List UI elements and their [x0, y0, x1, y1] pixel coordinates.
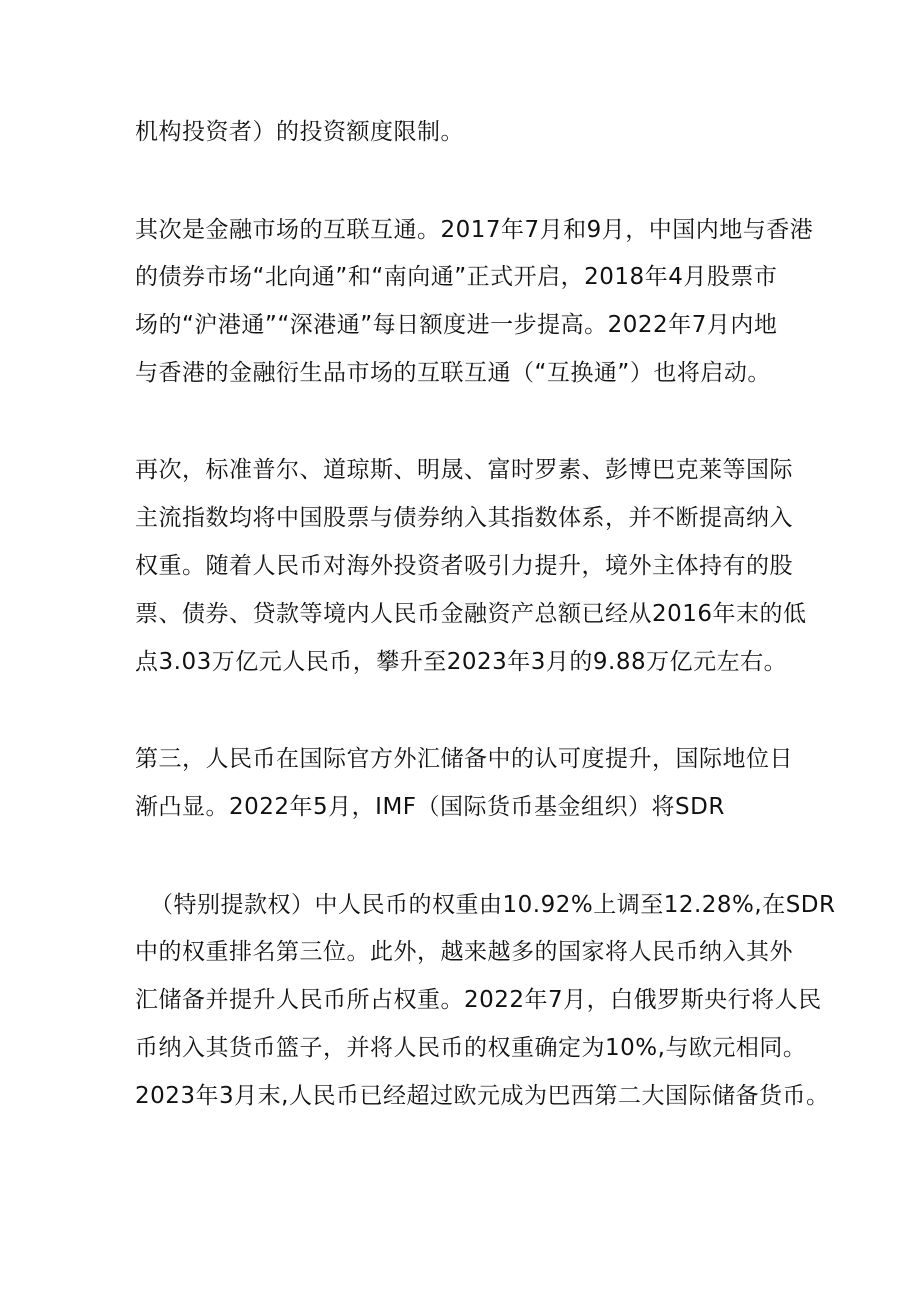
paragraph-line: 权重。随着人民币对海外投资者吸引力提升，境外主体持有的股 [135, 553, 793, 579]
paragraph-line: 再次，标准普尔、道琼斯、明晟、富时罗素、彭博巴克莱等国际 [135, 457, 793, 483]
paragraph-line: 2023年3月末,人民币已经超过欧元成为巴西第二大国际储备货币。 [135, 1083, 830, 1109]
paragraph-line: 汇储备并提升人民币所占权重。2022年7月，白俄罗斯央行将人民 [135, 987, 822, 1013]
paragraph-line: 点3.03万亿元人民币，攀升至2023年3月的9.88万亿元左右。 [135, 649, 788, 675]
paragraph-line: 与香港的金融衍生品市场的互联互通（“互换通”）也将启动。 [135, 360, 771, 386]
paragraph-line: 的债券市场“北向通”和“南向通”正式开启，2018年4月股票市 [135, 264, 778, 290]
paragraph-line: 中的权重排名第三位。此外，越来越多的国家将人民币纳入其外 [135, 939, 793, 965]
paragraph-line: 主流指数均将中国股票与债券纳入其指数体系，并不断提高纳入 [135, 505, 793, 531]
paragraph-line: 渐凸显。2022年5月，IMF（国际货币基金组织）将SDR [135, 794, 725, 820]
paragraph-line: 场的“沪港通”“深港通”每日额度进一步提高。2022年7月内地 [135, 312, 778, 338]
paragraph-line: 币纳入其货币篮子，并将人民币的权重确定为10%,与欧元相同。 [135, 1035, 807, 1061]
paragraph-line: 其次是金融市场的互联互通。2017年7月和9月，中国内地与香港 [135, 217, 814, 243]
paragraph-line: 第三，人民币在国际官方外汇储备中的认可度提升，国际地位日 [135, 746, 793, 772]
paragraph-line: 机构投资者）的投资额度限制。 [135, 119, 464, 145]
paragraph-line: （特别提款权）中人民币的权重由10.92%上调至12.28%,在SDR [150, 892, 836, 918]
paragraph-line: 票、债券、贷款等境内人民币金融资产总额已经从2016年末的低 [135, 601, 807, 627]
